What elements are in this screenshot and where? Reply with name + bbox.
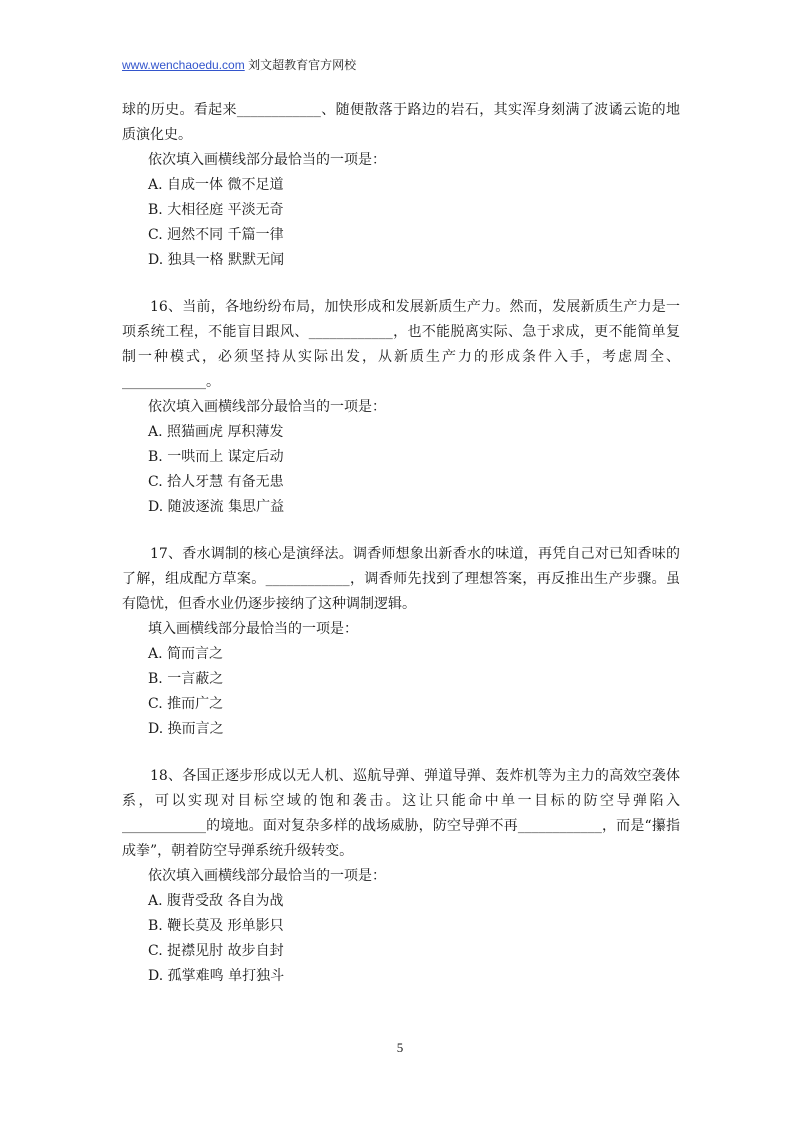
page-content xyxy=(122,98,680,989)
question-prompt: 依次填入画横线部分最恰当的一项是： xyxy=(148,152,386,168)
option-b: B. 鞭长莫及 形单影只 xyxy=(148,918,284,934)
option-d: D. 孤掌难鸣 单打独斗 xyxy=(148,968,285,984)
option-c: C. 迥然不同 千篇一律 xyxy=(148,227,284,243)
page-number: 5 xyxy=(396,1040,404,1055)
page-header xyxy=(122,57,356,73)
option-b: B. 一哄而上 谋定后动 xyxy=(148,449,284,465)
question-stem: 16、当前，各地纷纷布局，加快形成和发展新质生产力。然而，发展新质生产力是一项系统工程，不能盲目跟风、____________，也不能脱离实际、急于求成，更不能简单复制一种模式，必须坚持从实际出发，从新质生产力的形成条件入手，考虑周全、____________。 xyxy=(122,299,680,390)
question-16 xyxy=(122,295,680,520)
option-d: D. 独具一格 默默无闻 xyxy=(148,252,285,268)
question-stem: 18、各国正逐步形成以无人机、巡航导弹、弹道导弹、轰炸机等为主力的高效空袭体系，可以实现对目标空域的饱和袭击。这让只能命中单一目标的防空导弹陷入____________的境地。面对复杂多样的战场威胁，防空导弹不再____________，而是“攥指成拳”，朝着防空导弹系统升级转变。 xyxy=(122,768,680,859)
question-prompt: 依次填入画横线部分最恰当的一项是： xyxy=(148,868,386,884)
option-d: D. 随波逐流 集思广益 xyxy=(148,499,285,515)
question-18 xyxy=(122,764,680,989)
question-15 xyxy=(122,98,680,273)
website-link[interactable]: www.wenchaoedu.com xyxy=(122,58,245,72)
option-a: A. 腹背受敌 各自为战 xyxy=(148,893,284,909)
option-d: D. 换而言之 xyxy=(148,721,224,737)
option-c: C. 推而广之 xyxy=(148,696,224,712)
option-c: C. 拾人牙慧 有备无患 xyxy=(148,474,284,490)
option-a: A. 照猫画虎 厚积薄发 xyxy=(148,424,284,440)
question-prompt: 填入画横线部分最恰当的一项是： xyxy=(148,621,358,637)
question-17 xyxy=(122,542,680,742)
option-a: A. 简而言之 xyxy=(148,646,224,662)
question-prompt: 依次填入画横线部分最恰当的一项是： xyxy=(148,399,386,415)
option-b: B. 一言蔽之 xyxy=(148,671,224,687)
site-name: 刘文超教育官方网校 xyxy=(244,58,357,72)
question-stem: 17、香水调制的核心是演绎法。调香师想象出新香水的味道，再凭自己对已知香味的了解，组成配方草案。____________，调香师先找到了理想答案，再反推出生产步骤。虽有隐忧，但香水业仍逐步接纳了这种调制逻辑。 xyxy=(122,546,680,612)
option-a: A. 自成一体 微不足道 xyxy=(148,177,284,193)
option-c: C. 捉襟见肘 故步自封 xyxy=(148,943,284,959)
option-b: B. 大相径庭 平淡无奇 xyxy=(148,202,284,218)
question-stem-continuation: 球的历史。看起来____________、随便散落于路边的岩石，其实浑身刻满了波谲云诡的地质演化史。 xyxy=(122,102,680,143)
